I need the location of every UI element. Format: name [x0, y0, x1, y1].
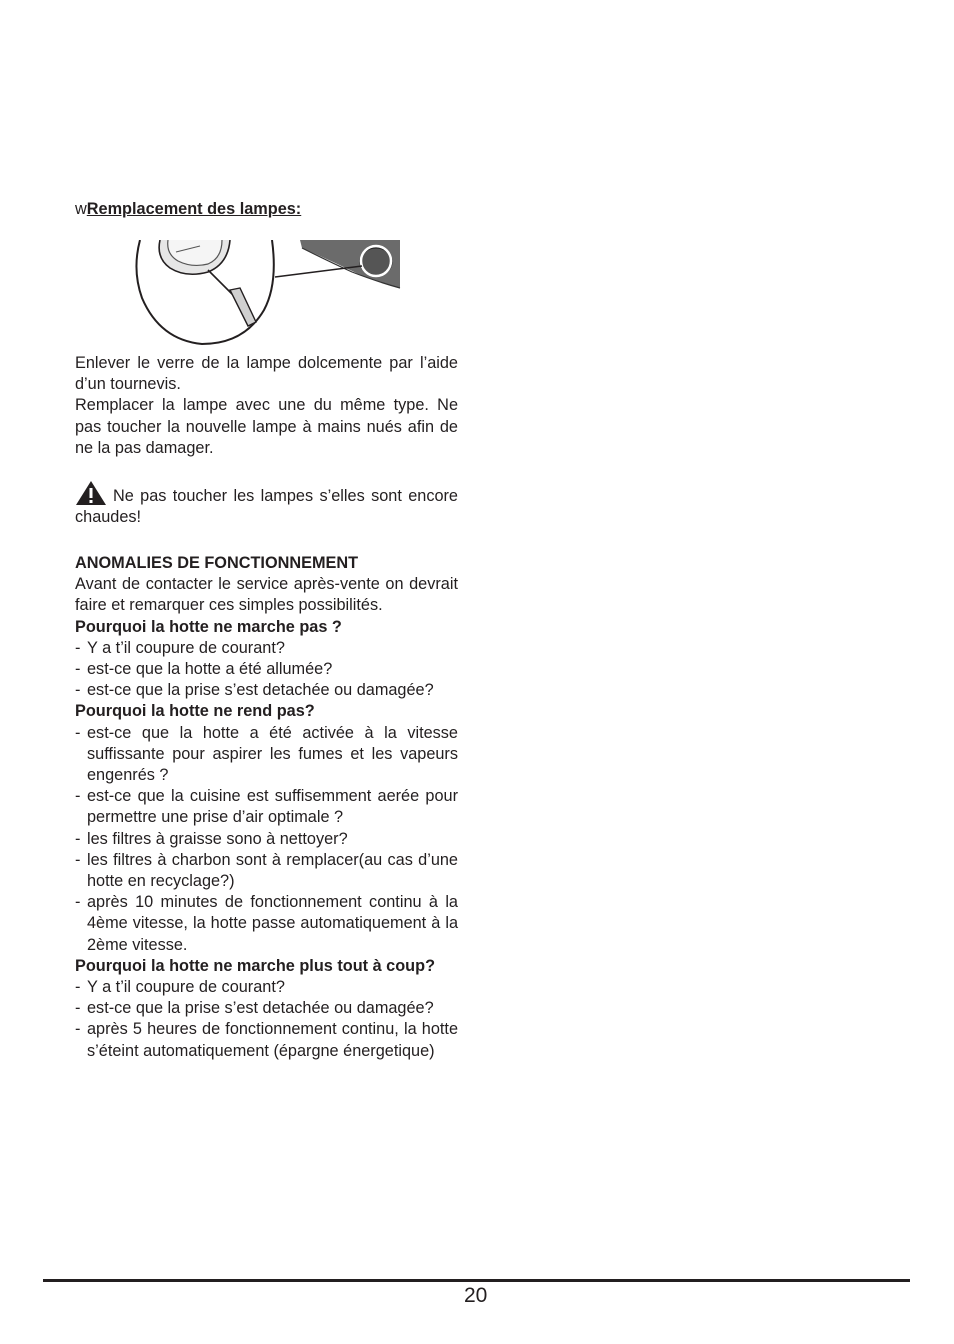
- lamp-replacement-illustration: [130, 240, 402, 348]
- lamp-replacement-drawing: [130, 240, 402, 348]
- page-number: 20: [464, 1284, 488, 1307]
- question-heading: Pourquoi la hotte ne rend pas?: [75, 702, 315, 721]
- list-item: - est-ce que la prise s’est detachée ou damagée?: [75, 998, 458, 1019]
- section-heading-lamp-replacement: [75, 199, 301, 220]
- list-item: - les filtres à graisse sono à nettoyer?: [75, 829, 458, 850]
- heading-bullet: w: [75, 200, 87, 218]
- lamp-instructions: [75, 353, 458, 459]
- answer-list: [75, 723, 458, 956]
- list-item: - les filtres à charbon sont à remplacer(au cas d’une hotte en recyclage?): [75, 850, 458, 892]
- list-item: - après 5 heures de fonctionnement continu, la hotte s’éteint automatiquement (épargne énergetique): [75, 1019, 458, 1061]
- question-heading: Pourquoi la hotte ne marche plus tout à coup?: [75, 956, 436, 975]
- answer-list: [75, 977, 458, 1062]
- heading-title: Remplacement des lampes:: [86, 200, 302, 218]
- list-item: - est-ce que la hotte a été allumée?: [75, 659, 458, 680]
- section-title: ANOMALIES DE FONCTIONNEMENT: [75, 554, 359, 572]
- instruction-replace-lamp: Remplacer la lampe avec une du même type. Ne pas toucher la nouvelle lampe à mains nués afin de ne la pas damager.: [75, 396, 458, 457]
- warning-block: [75, 480, 458, 528]
- question-heading: Pourquoi la hotte ne marche pas ?: [75, 617, 342, 636]
- list-item: - est-ce que la cuisine est suffisemment aerée pour permettre une prise d’air optimale ?: [75, 786, 458, 828]
- footer-divider: [43, 1279, 910, 1282]
- list-item: - Y a t’il coupure de courant?: [75, 638, 458, 659]
- list-item: - après 10 minutes de fonctionnement continu à la 4ème vitesse, la hotte passe automatiquement à la 2ème vitesse.: [75, 892, 458, 956]
- warning-triangle-icon: [75, 480, 107, 506]
- list-item: - est-ce que la hotte a été activée à la vitesse suffissante pour aspirer les fumes et les vapeurs engenrés ?: [75, 723, 458, 787]
- answer-list: [75, 638, 458, 702]
- troubleshooting-section: [75, 553, 458, 1062]
- warning-text: Ne pas toucher les lampes s’elles sont encore chaudes!: [75, 487, 458, 527]
- list-item: - Y a t’il coupure de courant?: [75, 977, 458, 998]
- instruction-remove-glass: Enlever le verre de la lampe dolcemente par l’aide d’un tournevis.: [75, 354, 458, 394]
- list-item: - est-ce que la prise s’est detachée ou damagée?: [75, 680, 458, 701]
- section-intro: Avant de contacter le service après-vente on devrait faire et remarquer ces simples possibilités.: [75, 575, 458, 615]
